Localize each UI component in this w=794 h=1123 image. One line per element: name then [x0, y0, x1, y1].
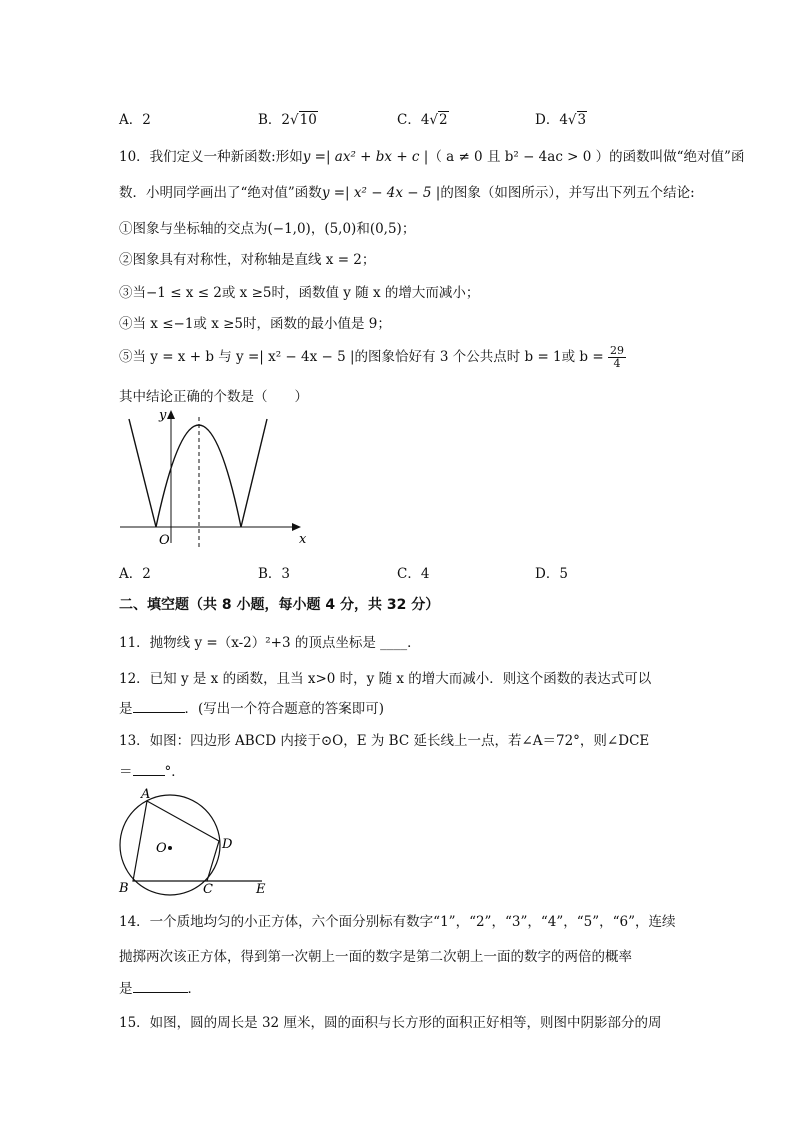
q9-option-d: D．4√3 — [535, 112, 587, 128]
q9-option-a — [119, 108, 151, 128]
circle-o — [120, 795, 220, 895]
section-2-header: 二、填空题（共 8 小题，每小题 4 分，共 32 分） — [119, 597, 440, 613]
q13-line-2 — [119, 760, 185, 780]
graph-x-label: x — [299, 532, 307, 547]
q14-line-3-start: 是 — [119, 981, 133, 997]
q10-conclusion-1: ①图象与坐标轴的交点为(−1,0)，(5,0)和(0,5)； — [119, 221, 416, 237]
q12-line-2-end: ．(写出一个符合题意的答案即可) — [184, 701, 385, 717]
q9-option-a-text: A．2 — [119, 112, 151, 128]
q10-option-c: C．4 — [397, 566, 430, 582]
q10-conclusion-5-text: ⑤当 y = x + b 与 y =| x² − 4x − 5 |的图象恰好有 3 个公共点时 b = 1或 b = — [119, 349, 604, 365]
q13-line-2-start: ＝ — [119, 764, 133, 780]
q9-option-b: B．2√10 — [258, 112, 317, 128]
q10-conclusion-5 — [119, 345, 626, 370]
label-a: A — [141, 787, 151, 802]
label-c: C — [203, 882, 213, 897]
q10-line-1-start: 10．我们定义一种新函数:形如 — [119, 149, 303, 165]
q9-option-b-radicand: 10 — [299, 112, 317, 128]
q10-line-2-start: 数．小明同学画出了“绝对值”函数 — [119, 185, 322, 201]
q10-line-1-end: （ a ≠ 0 且 b² − 4ac > 0 ）的函数叫做“绝对值”函 — [428, 149, 745, 165]
q13-line-1: 13．如图：四边形 ABCD 内接于⊙O，E 为 BC 延长线上一点，若∠A＝72°，则∠DCE — [119, 733, 650, 749]
center-dot — [168, 846, 172, 850]
q10-fraction-numerator: 29 — [609, 344, 624, 357]
q10-option-a: A．2 — [119, 566, 151, 582]
q14-line-2: 抛掷两次该正方体，得到第一次朝上一面的数字是第二次朝上一面的数字的两倍的概率 — [119, 949, 632, 965]
q11-text: 11．抛物线 y =（x-2）²+3 的顶点坐标是 ____． — [119, 635, 421, 651]
graph-right-branch — [241, 419, 267, 527]
label-d: D — [222, 837, 233, 852]
q14-answer-blank[interactable] — [133, 980, 188, 993]
q9-option-b-text: B．2 — [258, 112, 291, 128]
graph-left-branch — [129, 419, 156, 527]
q14-line-3 — [119, 977, 201, 997]
q13-answer-blank[interactable] — [133, 763, 165, 776]
q12-line-2-start: 是 — [119, 701, 133, 717]
q10-function-graph — [115, 405, 310, 550]
q10-fraction — [608, 345, 626, 370]
q10-option-d: D．5 — [535, 566, 568, 582]
q10-line-2-end: 的图象（如图所示），并写出下列五个结论: — [440, 185, 695, 201]
graph-y-label: y — [159, 408, 167, 423]
q13-circle-figure — [112, 785, 277, 900]
label-b: B — [119, 881, 129, 896]
q14-line-1: 14．一个质地均匀的小正方体，六个面分别标有数字“1”，“2”，“3”，“4”，“5”，“6”，连续 — [119, 914, 676, 930]
label-e: E — [256, 882, 266, 897]
q9-option-c: C．4√2 — [397, 112, 448, 128]
q10-conclusion-2: ②图象具有对称性，对称轴是直线 x = 2； — [119, 252, 376, 268]
q10-specific-formula: y =| x² − 4x − 5 | — [321, 185, 441, 201]
q9-option-c-radicand: 2 — [439, 112, 448, 128]
q9-option-d-radicand: 3 — [577, 112, 587, 128]
q14-line-3-end: ． — [187, 981, 201, 997]
q13-line-2-end: °． — [164, 764, 185, 780]
q9-option-d-text: D．4 — [535, 112, 568, 128]
q12-line-1: 12．已知 y 是 x 的函数，且当 x>0 时，y 随 x 的增大而减小．则这个函数的表达式可以 — [119, 671, 652, 687]
q10-general-formula: y =| ax² + bx + c | — [302, 149, 429, 165]
q10-fraction-denominator: 4 — [613, 357, 621, 370]
label-o: O — [156, 841, 167, 856]
q12-line-2 — [119, 697, 384, 717]
q9-option-c-text: C．4 — [397, 112, 430, 128]
quadrilateral-abcd — [133, 801, 219, 881]
q12-answer-blank[interactable] — [133, 700, 185, 713]
q15-line-1: 15．如图，圆的周长是 32 厘米，圆的面积与长方形的面积正好相等，则图中阴影部分的周 — [119, 1015, 662, 1031]
graph-x-arrow — [292, 523, 301, 531]
graph-origin-label: O — [159, 533, 170, 548]
q10-conclusion-3: ③当−1 ≤ x ≤ 2或 x ≥5时，函数值 y 随 x 的增大而减小； — [119, 285, 480, 301]
q10-line-1 — [119, 145, 744, 165]
q10-option-b: B．3 — [258, 566, 291, 582]
graph-y-arrow — [167, 410, 175, 419]
q10-conclusion-4: ④当 x ≤−1或 x ≥5时，函数的最小值是 9； — [119, 316, 391, 332]
q10-line-2 — [119, 181, 695, 201]
q10-question: 其中结论正确的个数是（ ） — [119, 389, 308, 405]
